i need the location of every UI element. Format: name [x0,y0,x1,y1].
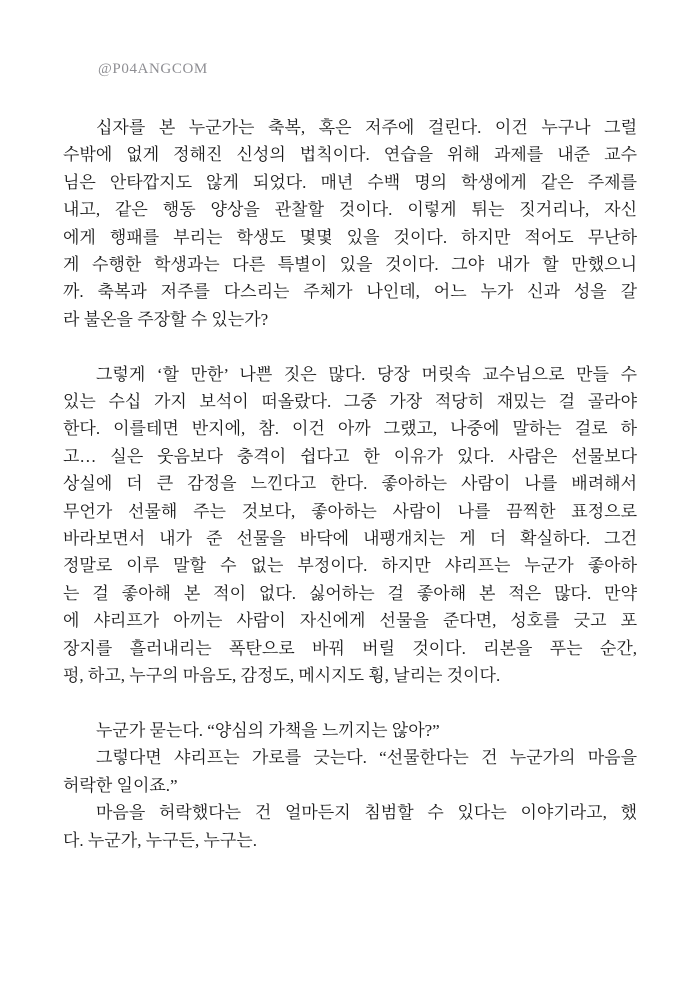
text-line: 는 걸 좋아해 본 적이 없다. 싫어하는 걸 좋아해 본 적은 많다. 만약 [63,583,637,603]
text-line: 까. 축복과 저주를 다스리는 주체가 나인데, 어느 누가 신과 성을 갈 [63,282,637,302]
text-line: 님은 안타깝지도 않게 되었다. 매년 수백 명의 학생에게 같은 주제를 [63,172,637,192]
text-line: 무언가 선물해 주는 것보다, 좋아하는 사람이 나를 끔찍한 표정으로 [63,501,637,521]
text-line: 장지를 흘러내리는 폭탄으로 바꿔 버릴 것이다. 리본을 푸는 순간, [63,638,637,658]
paragraph [63,799,637,854]
text-line: 내고, 같은 행동 양상을 관찰할 것이다. 이렇게 튀는 짓거리나, 자신 [63,200,637,220]
text-line: 마음을 허락했다는 건 얼마든지 침범할 수 있다는 이야기라고, 했 [96,803,637,823]
text-line: 한다. 이를테면 반지에, 참. 이건 아까 그랬고, 나중에 말하는 걸로 하 [63,419,637,439]
paragraph [63,744,637,799]
text-line: 고… 실은 웃음보다 충격이 쉽다고 한 이유가 있다. 사람은 선물보다 [63,446,637,466]
text-line: 상실에 더 큰 감정을 느낀다고 한다. 좋아하는 사람이 나를 배려해서 [63,474,637,494]
text-line: 바라보면서 내가 준 선물을 바닥에 내팽개치는 게 더 확실하다. 그건 [63,529,637,549]
text-line: 다. 누군가, 누구든, 누구는. [63,830,257,850]
text-line: 허락한 일이죠.” [63,775,178,795]
text-line: 정말로 이루 말할 수 없는 부정이다. 하지만 샤리프는 누군가 좋아하 [63,556,637,576]
text-line: 누군가 묻는다. “양심의 가책을 느끼지는 않아?” [96,720,440,740]
text-line: 그렇게 ‘할 만한’ 나쁜 짓은 많다. 당장 머릿속 교수님으로 만들 수 [96,364,637,384]
text-line: 게 수행한 학생과는 다른 특별이 있을 것이다. 그야 내가 할 만했으니 [63,255,637,275]
text-line: 그렇다면 샤리프는 가로를 긋는다. “선물한다는 건 누군가의 마음을 [96,748,637,768]
paragraph [63,717,637,744]
text-line: 에게 행패를 부리는 학생도 몇몇 있을 것이다. 하지만 적어도 무난하 [63,227,637,247]
paragraph [63,361,637,690]
text-line: 라 불온을 주장할 수 있는가? [63,309,269,329]
text-line: 십자를 본 누군가는 축복, 혹은 저주에 걸린다. 이건 누구나 그럴 [96,118,637,137]
text-line: 펑, 하고, 누구의 마음도, 감정도, 메시지도 휭, 날리는 것이다. [63,666,501,686]
text-line: 있는 수십 가지 보석이 떠올랐다. 그중 가장 적당히 재밌는 걸 골라야 [63,392,637,412]
paragraph [63,114,637,333]
story-text [63,114,637,854]
text-line: 에 샤리프가 아끼는 사람이 자신에게 선물을 준다면, 성호를 긋고 포 [63,611,637,631]
watermark: @P04ANGCOM [98,61,208,77]
text-line: 수밖에 없게 정해진 신성의 법칙이다. 연습을 위해 과제를 내준 교수 [63,145,637,165]
